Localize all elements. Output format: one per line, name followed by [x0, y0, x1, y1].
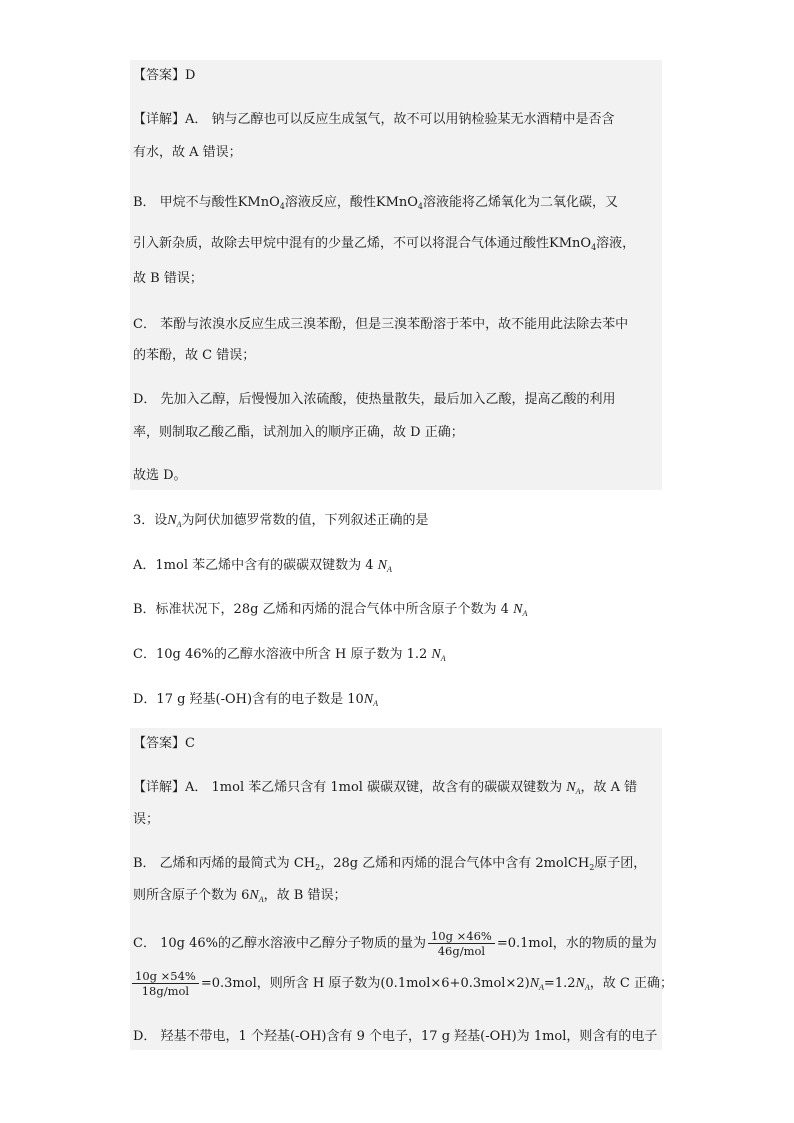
detail-3-c-line-2: $\frac{10g \times 54\%}{\text{18g/mol}}$ =0.3mol，则所含 H 原子数为$(0.1mol\times 6+0.3mol\times 2)N_A=1.2N_A$，故 C 正确；: [130, 968, 673, 1004]
avogadro-symbol: $N_A$: [575, 976, 590, 992]
answer-value: C: [185, 736, 195, 751]
ethanol-moles-fraction: $\frac{10g \times 46\%}{\text{46g/mol}}$: [428, 929, 495, 958]
avogadro-symbol: $N_A$: [167, 513, 182, 529]
detail-1-a-line-2: 有水，故 A 错误；: [133, 145, 242, 160]
detail-label: 【详解】: [133, 112, 186, 127]
avogadro-symbol: $N_A$: [513, 602, 528, 618]
detail-1-c-line-1: C． 苯酚与浓溴水反应生成三溴苯酚，但是三溴苯酚溶于苯中，故不能用此法除去苯中: [133, 317, 629, 332]
question-3-option-a: A．1mol 苯乙烯中含有的碳碳双键数为 4 $N_A$: [133, 558, 392, 574]
avogadro-symbol: $N_A$: [377, 558, 392, 574]
answer-label: 【答案】: [133, 736, 186, 751]
question-3-option-d: D．17 g 羟基(-OH)含有的电子数是 $10N_A$: [133, 692, 378, 708]
conclusion-1: 故选 D。: [133, 468, 187, 483]
detail-1-b-line-1: B． 甲烷不与酸性KMnO$_4$溶液反应，酸性KMnO$_4$溶液能将乙烯氧化为二氧化碳，又: [133, 195, 619, 211]
detail-1-a-line-1: 【详解】A． 钠与乙醇也可以反应生成氢气，故不可以用钠检验某无水酒精中是否含: [133, 112, 615, 127]
kmno4-formula: KMnO$_4$: [237, 195, 285, 211]
answer-1-line: [133, 67, 195, 85]
detail-1-d-line-2: 率，则制取乙酸乙酯，试剂加入的顺序正确，故 D 正确；: [133, 425, 464, 440]
avogadro-symbol: $N_A$: [249, 888, 264, 904]
answer-value: D: [185, 68, 196, 83]
avogadro-symbol: $N_A$: [431, 647, 446, 663]
question-3-option-b: B．标准状况下，28g 乙烯和丙烯的混合气体中所含原子个数为 4 $N_A$: [133, 602, 528, 618]
detail-1-c-line-2: 的苯酚，故 C 错误；: [133, 348, 256, 363]
detail-3-c-line-1: C． 10g 46%的乙醇水溶液中乙醇分子物质的量为 $\frac{10g \times 46\%}{\text{46g/mol}}$ =0.1mol，水的物质的量为: [133, 929, 657, 958]
avogadro-symbol: $N_A$: [566, 780, 581, 796]
detail-3-a-line-2: 误；: [133, 812, 160, 827]
kmno4-formula: KMnO$_4$: [375, 195, 424, 211]
detail-1-b-line-2: 引入新杂质，故除去甲烷中混有的少量乙烯，不可以将混合气体通过酸性KMnO$_4$溶液，: [133, 236, 636, 252]
detail-1-b-line-3: 故 B 错误；: [133, 271, 203, 286]
detail-3-b-line-2: 则所含原子个数为 $6N_A$，故 B 错误；: [133, 888, 347, 904]
question-3-option-c: C．10g 46%的乙醇水溶液中所含 H 原子数为 1.2 $N_A$: [133, 647, 446, 663]
kmno4-formula: KMnO$_4$: [549, 236, 597, 252]
detail-label: 【详解】: [133, 780, 186, 795]
answer-3-line: [133, 735, 195, 753]
water-moles-fraction: $\frac{10g \times 54\%}{\text{18g/mol}}$: [132, 969, 199, 998]
detail-3-b-line-1: B． 乙烯和丙烯的最简式为 $CH_2$，28g 乙烯和丙烯的混合气体中含有 2molCH$_2$原子团，: [133, 856, 647, 872]
detail-3-a-line-1: 【详解】A． 1mol 苯乙烯只含有 1mol 碳碳双键，故含有的碳碳双键数为 $N_A$，故 A 错: [133, 780, 638, 796]
detail-1-d-line-1: D． 先加入乙醇，后慢慢加入浓硫酸，使热量散失，最后加入乙酸，提高乙酸的利用: [133, 392, 616, 407]
avogadro-symbol: $N_A$: [529, 976, 544, 992]
answer-label: 【答案】: [133, 68, 186, 83]
question-3-stem: 3．设$N_A$为阿伏加德罗常数的值，下列叙述正确的是: [133, 513, 429, 529]
detail-3-d-line-1: D． 羟基不带电，1 个羟基(-OH)含有 9 个电子，17 g 羟基(-OH)为 1mol，则含有的电子: [133, 1029, 658, 1044]
avogadro-symbol: $N_A$: [363, 692, 378, 708]
